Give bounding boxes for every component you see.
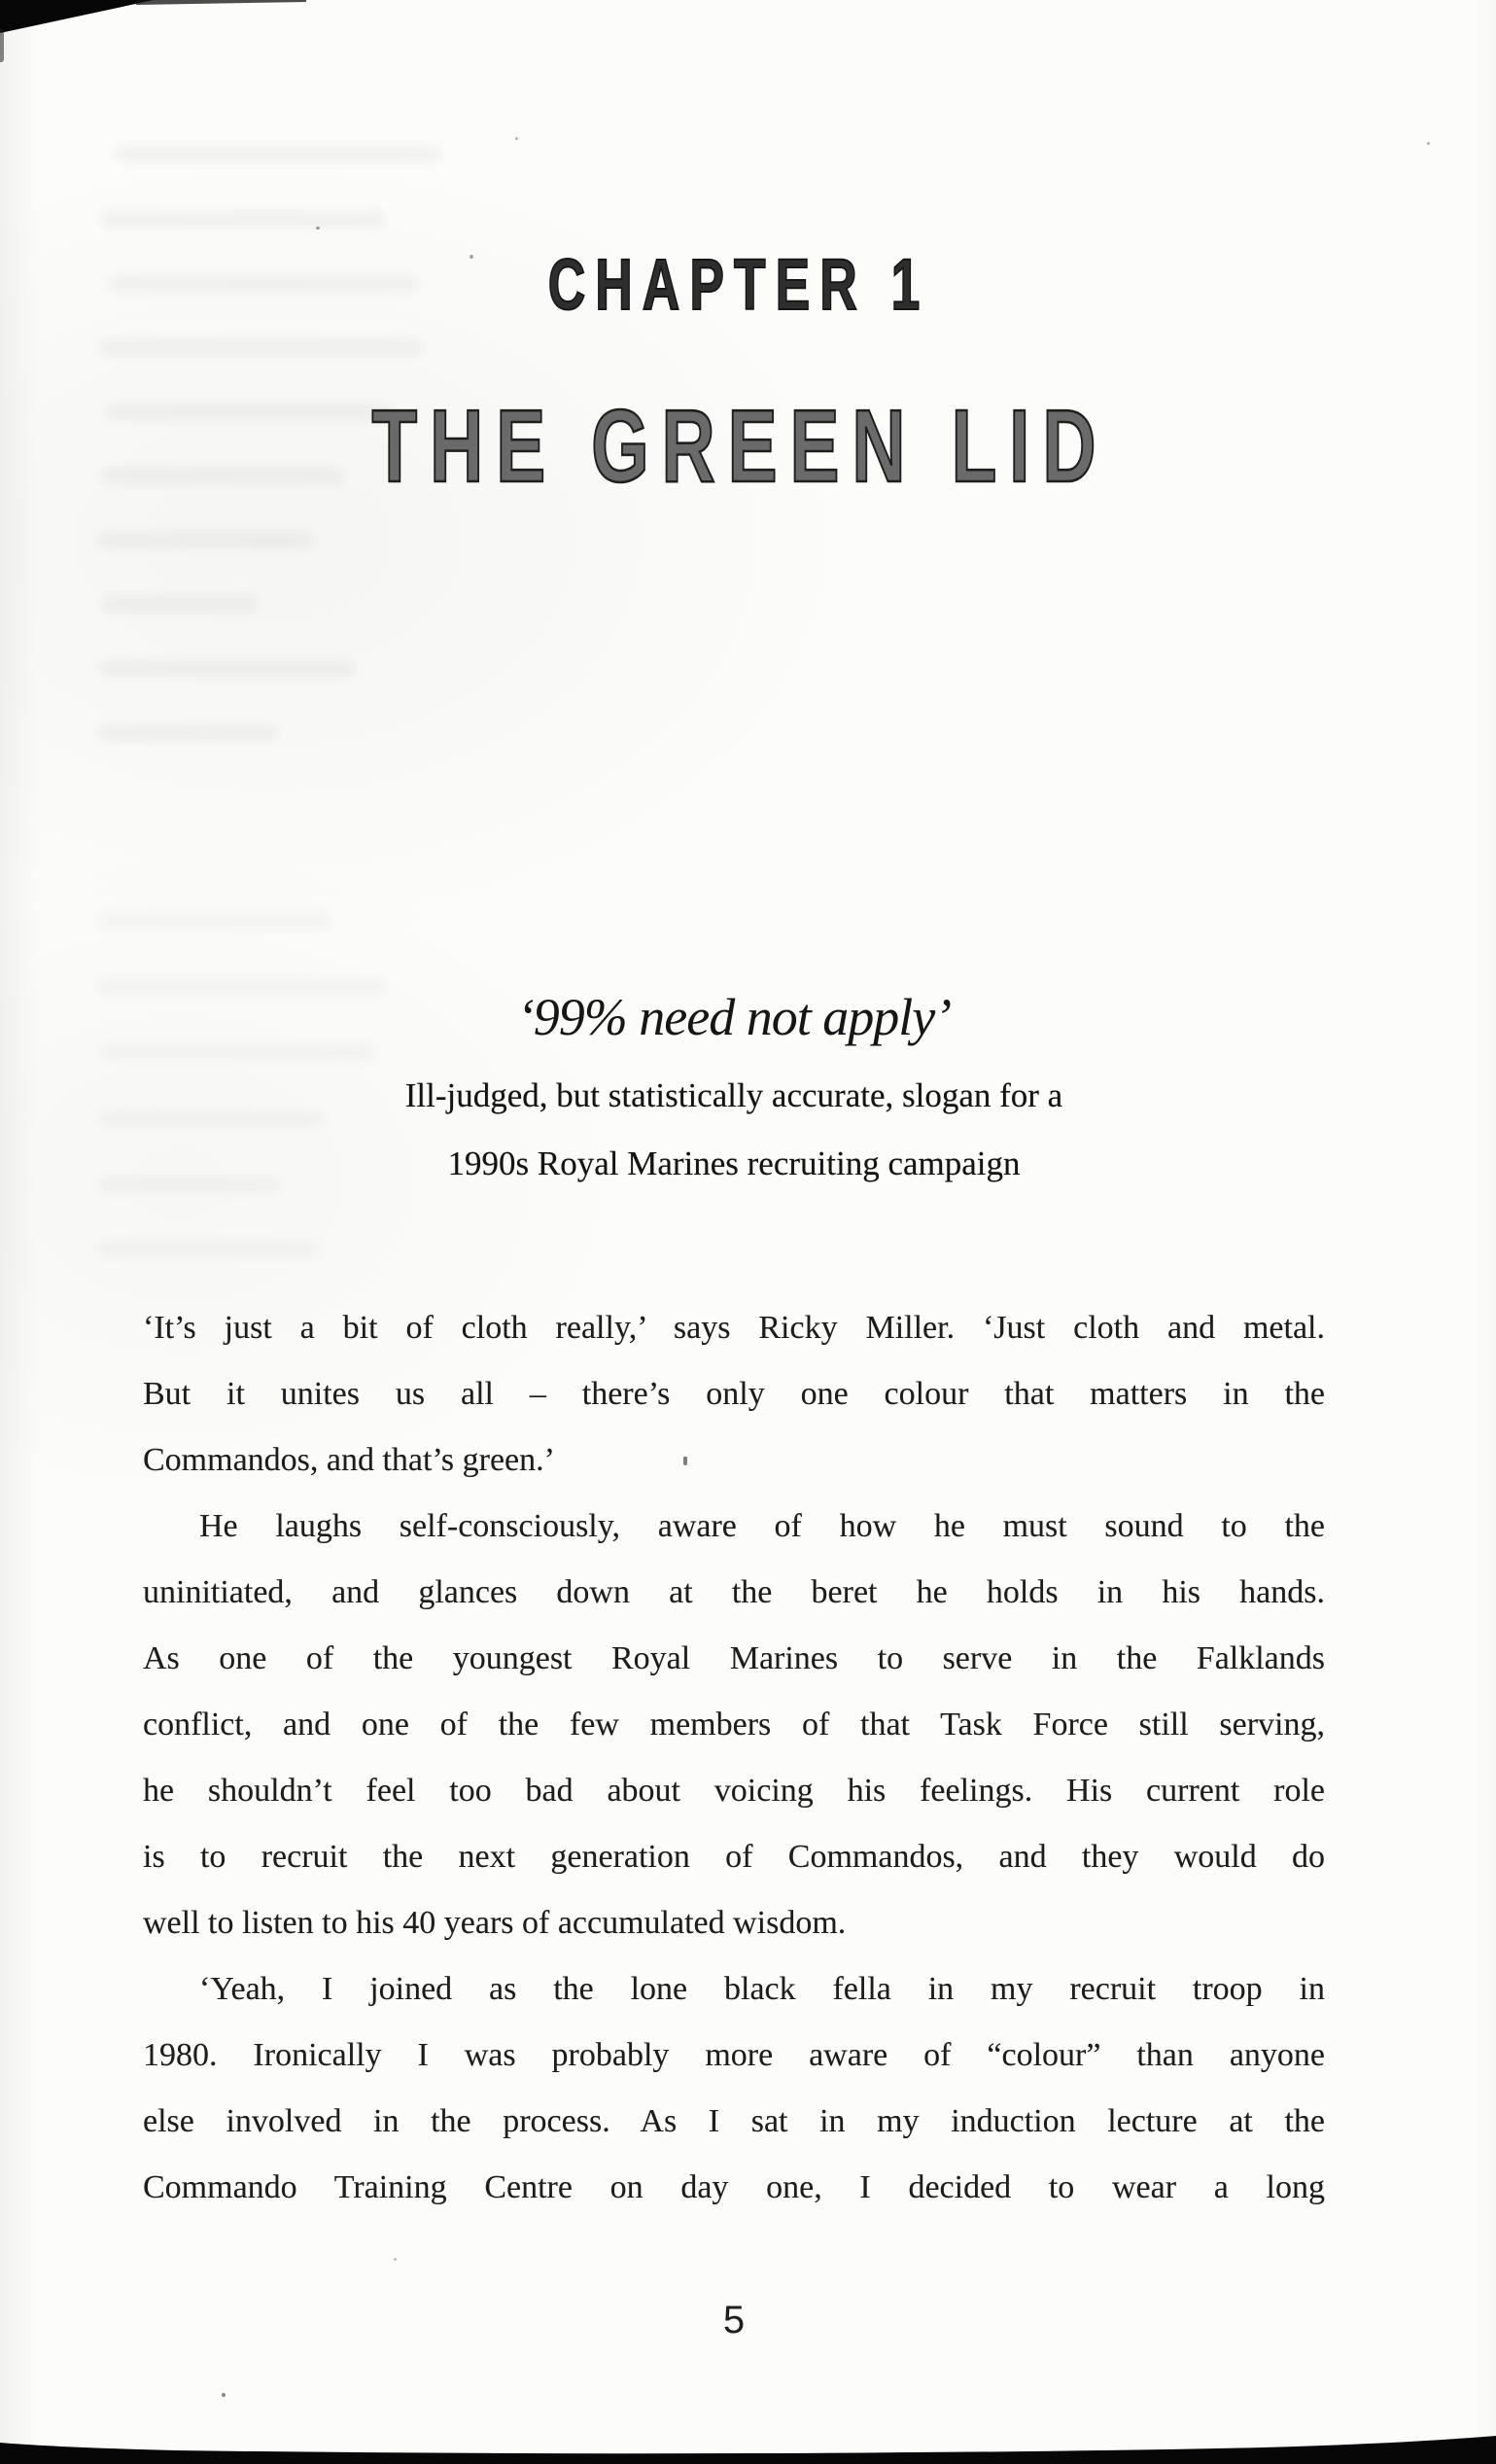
scan-artifact-bottom-bar	[0, 2421, 1496, 2464]
text-line: well to listen to his 40 years of accumulated wisdom.	[143, 1905, 847, 1941]
text-line: Commandos, and that’s green.’	[143, 1442, 555, 1478]
text-line: uninitiated, and glances down at the beret he holds in his hands.	[143, 1574, 1325, 1610]
body-text	[143, 1295, 1325, 2221]
text-line: ‘Yeah, I joined as the lone black fella in my recruit troop in	[199, 1971, 1325, 2007]
page-content	[143, 0, 1325, 2464]
text-line: 1990s Royal Marines recruiting campaign	[447, 1144, 1021, 1182]
scan-artifact-left-edge-mark	[0, 29, 4, 62]
text-line: But it unites us all – there’s only one colour that matters in the	[143, 1376, 1325, 1412]
text-line: He laughs self-consciously, aware of how he must sound to the	[199, 1508, 1325, 1544]
page-number: 5	[722, 2299, 746, 2341]
body-paragraph-3	[143, 1956, 1325, 2221]
epigraph-quote: ‘99% need not apply’	[516, 988, 952, 1046]
text-line: conflict, and one of the few members of that Task Force still serving,	[143, 1707, 1325, 1742]
chapter-heading: CHAPTER 1	[547, 244, 930, 325]
text-line: he shouldn’t feel too bad about voicing his feelings. His current role	[143, 1773, 1325, 1809]
body-paragraph-1	[143, 1295, 1325, 1494]
chapter-title: THE GREEN LID	[371, 389, 1109, 504]
text-line: Commando Training Centre on day one, I decided to wear a long	[143, 2169, 1325, 2205]
text-line: is to recruit the next generation of Commandos, and they would do	[143, 1839, 1325, 1875]
body-paragraph-2	[143, 1494, 1325, 1956]
text-line: Ill-judged, but statistically accurate, slogan for a	[404, 1076, 1063, 1114]
text-line: else involved in the process. As I sat in my induction lecture at the	[143, 2103, 1325, 2139]
text-line: As one of the youngest Royal Marines to serve in the Falklands	[143, 1640, 1325, 1676]
text-line: 1980. Ironically I was probably more aware of “colour” than anyone	[143, 2037, 1325, 2073]
scan-artifact-top-left-wedge	[0, 0, 154, 35]
epigraph-attribution	[143, 1062, 1325, 1198]
text-line: ‘It’s just a bit of cloth really,’ says Ricky Miller. ‘Just cloth and metal.	[143, 1310, 1325, 1346]
